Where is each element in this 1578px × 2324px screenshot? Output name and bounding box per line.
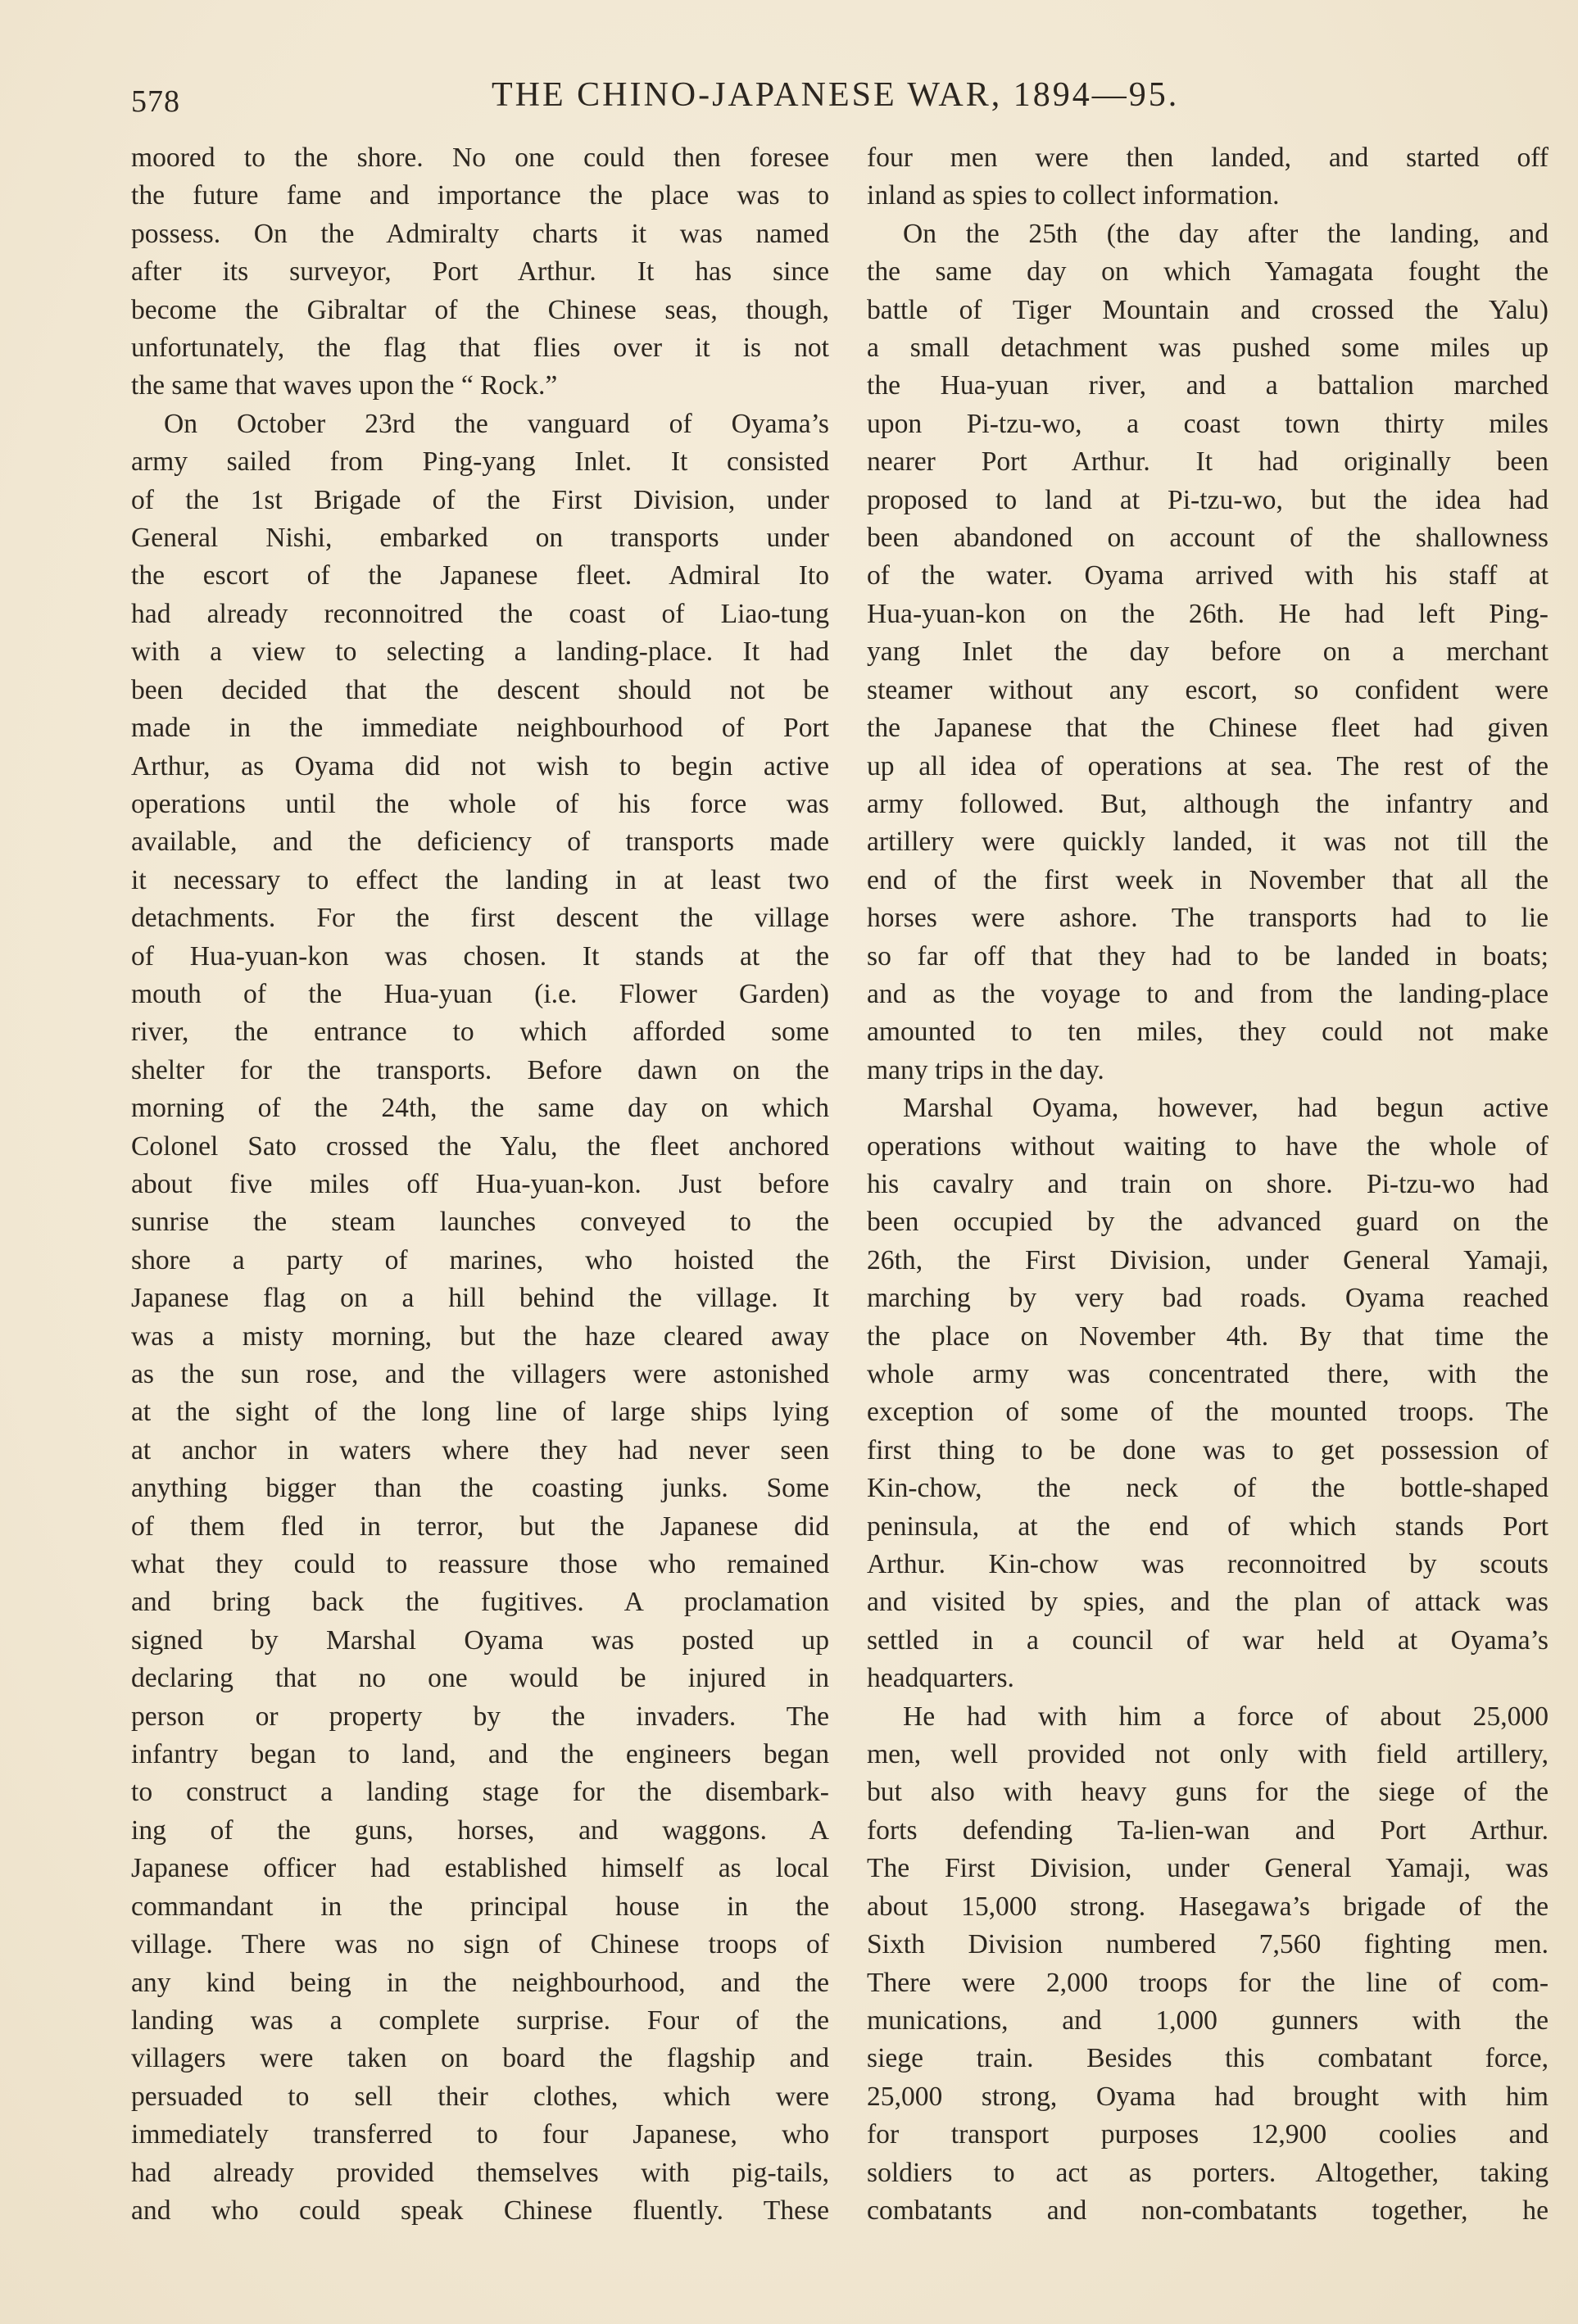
text-line: any kind being in the neighbourhood, and the: [131, 1967, 829, 1998]
text-line: persuaded to sell their clothes, which were: [131, 2081, 829, 2112]
text-line: There were 2,000 troops for the line of com-: [867, 1967, 1549, 1998]
text-line: moored to the shore. No one could then foresee: [131, 143, 829, 173]
text-line: morning of the 24th, the same day on which: [131, 1093, 829, 1124]
text-line: detachments. For the first descent the village: [131, 903, 829, 934]
text-line: village. There was no sign of Chinese troops of: [131, 1929, 829, 1960]
text-line: about five miles off Hua-yuan-kon. Just before: [131, 1168, 829, 1199]
text-line: marching by very bad roads. Oyama reached: [867, 1283, 1549, 1314]
text-line: soldiers to act as porters. Altogether, taking: [867, 2157, 1549, 2188]
text-line: battle of Tiger Mountain and crossed the Yalu): [867, 294, 1549, 325]
text-line: possess. On the Admiralty charts it was named: [131, 218, 829, 249]
text-line: settled in a council of war held at Oyama’s: [867, 1624, 1549, 1656]
text-line: of Hua-yuan-kon was chosen. It stands at the: [131, 940, 829, 972]
text-line: infantry began to land, and the engineers began: [131, 1739, 829, 1770]
text-line: horses were ashore. The transports had to lie: [867, 903, 1549, 934]
text-line: ing of the guns, horses, and waggons. A: [131, 1814, 829, 1846]
text-line: but also with heavy guns for the siege of the: [867, 1777, 1549, 1808]
text-line: been occupied by the advanced guard on the: [867, 1207, 1549, 1238]
text-line: at the sight of the long line of large ships lying: [131, 1397, 829, 1428]
text-line: declaring that no one would be injured in: [131, 1663, 829, 1694]
text-line: been abandoned on account of the shallowness: [867, 523, 1549, 554]
text-line: and who could speak Chinese fluently. These: [131, 2195, 829, 2226]
text-line: On October 23rd the vanguard of Oyama’s: [164, 408, 829, 439]
text-line: the Hua-yuan river, and a battalion marched: [867, 370, 1549, 401]
text-line: unfortunately, the flag that flies over it is not: [131, 333, 829, 364]
text-line: at anchor in waters where they had never seen: [131, 1434, 829, 1466]
text-line: with a view to selecting a landing-place. It had: [131, 636, 829, 668]
running-title: THE CHINO-JAPANESE WAR, 1894—95.: [492, 76, 1180, 114]
text-line: up all idea of operations at sea. The rest of the: [867, 750, 1549, 781]
text-line: yang Inlet the day before on a merchant: [867, 636, 1549, 668]
text-line: many trips in the day.: [867, 1054, 1104, 1085]
text-line: of the water. Oyama arrived with his staff at: [867, 560, 1549, 591]
text-line: villagers were taken on board the flagship and: [131, 2043, 829, 2074]
text-line: the place on November 4th. By that time the: [867, 1321, 1549, 1352]
text-line: made in the immediate neighbourhood of Port: [131, 713, 829, 744]
text-line: after its surveyor, Port Arthur. It has since: [131, 256, 829, 288]
text-line: four men were then landed, and started off: [867, 143, 1549, 173]
text-line: the same that waves upon the “ Rock.”: [131, 370, 558, 401]
text-line: available, and the deficiency of transports made: [131, 827, 829, 858]
text-line: been decided that the descent should not be: [131, 674, 829, 705]
text-line: whole army was concentrated there, with the: [867, 1359, 1549, 1389]
text-line: signed by Marshal Oyama was posted up: [131, 1624, 829, 1656]
text-line: forts defending Ta-lien-wan and Port Arthur.: [867, 1814, 1549, 1846]
text-line: operations without waiting to have the whole of: [867, 1130, 1549, 1162]
text-line: shore a party of marines, who hoisted the: [131, 1244, 829, 1275]
text-line: his cavalry and train on shore. Pi-tzu-wo had: [867, 1168, 1549, 1199]
text-line: army sailed from Ping-yang Inlet. It consisted: [131, 446, 829, 478]
text-line: immediately transferred to four Japanese, who: [131, 2119, 829, 2150]
text-line: Arthur. Kin-chow was reconnoitred by scouts: [867, 1549, 1549, 1580]
text-line: had already reconnoitred the coast of Liao-tung: [131, 598, 829, 629]
text-line: the same day on which Yamagata fought the: [867, 256, 1549, 288]
text-line: of them fled in terror, but the Japanese did: [131, 1511, 829, 1542]
text-line: shelter for the transports. Before dawn on the: [131, 1054, 829, 1085]
text-line: and bring back the fugitives. A proclamation: [131, 1587, 829, 1618]
text-line: to construct a landing stage for the disembark-: [131, 1777, 829, 1808]
text-line: The First Division, under General Yamaji, was: [867, 1853, 1549, 1884]
page-number: 578: [131, 84, 180, 119]
text-line: sunrise the steam launches conveyed to the: [131, 1207, 829, 1238]
text-line: operations until the whole of his force was: [131, 788, 829, 819]
text-line: of the 1st Brigade of the First Division, under: [131, 484, 829, 515]
text-line: Hua-yuan-kon on the 26th. He had left Ping-: [867, 598, 1549, 629]
text-line: commandant in the principal house in the: [131, 1891, 829, 1922]
text-line: combatants and non-combatants together, he: [867, 2195, 1549, 2226]
text-line: inland as spies to collect information.: [867, 180, 1280, 211]
text-line: and as the voyage to and from the landing-place: [867, 978, 1549, 1009]
text-line: 26th, the First Division, under General Yamaji,: [867, 1244, 1549, 1275]
text-line: munications, and 1,000 gunners with the: [867, 2005, 1549, 2036]
text-line: Colonel Sato crossed the Yalu, the fleet anchored: [131, 1130, 829, 1162]
text-line: person or property by the invaders. The: [131, 1701, 829, 1732]
text-line: headquarters.: [867, 1663, 1014, 1694]
text-line: end of the first week in November that all the: [867, 864, 1549, 895]
text-line: Sixth Division numbered 7,560 fighting men.: [867, 1929, 1549, 1960]
text-line: siege train. Besides this combatant force,: [867, 2043, 1549, 2074]
text-line: upon Pi-tzu-wo, a coast town thirty miles: [867, 408, 1549, 439]
text-line: He had with him a force of about 25,000: [903, 1701, 1549, 1732]
text-line: and visited by spies, and the plan of attack was: [867, 1587, 1549, 1618]
text-line: peninsula, at the end of which stands Port: [867, 1511, 1549, 1542]
text-line: steamer without any escort, so confident were: [867, 674, 1549, 705]
text-line: river, the entrance to which afforded some: [131, 1017, 829, 1048]
text-line: about 15,000 strong. Hasegawa’s brigade of the: [867, 1891, 1549, 1922]
text-line: Arthur, as Oyama did not wish to begin active: [131, 750, 829, 781]
text-line: 25,000 strong, Oyama had brought with him: [867, 2081, 1549, 2112]
right-text-column: [867, 139, 1549, 2230]
text-line: the Japanese that the Chinese fleet had given: [867, 713, 1549, 744]
text-line: Marshal Oyama, however, had begun active: [903, 1093, 1549, 1124]
text-line: General Nishi, embarked on transports under: [131, 523, 829, 554]
text-line: army followed. But, although the infantry and: [867, 788, 1549, 819]
text-line: the future fame and importance the place was to: [131, 180, 829, 211]
text-line: exception of some of the mounted troops. The: [867, 1397, 1549, 1428]
text-line: proposed to land at Pi-tzu-wo, but the idea had: [867, 484, 1549, 515]
text-line: mouth of the Hua-yuan (i.e. Flower Garden): [131, 978, 829, 1009]
text-line: Kin-chow, the neck of the bottle-shaped: [867, 1473, 1549, 1504]
text-line: the escort of the Japanese fleet. Admiral Ito: [131, 560, 829, 591]
text-line: nearer Port Arthur. It had originally been: [867, 446, 1549, 478]
text-line: amounted to ten miles, they could not make: [867, 1017, 1549, 1048]
text-line: become the Gibraltar of the Chinese seas, though,: [131, 294, 829, 325]
text-line: what they could to reassure those who remained: [131, 1549, 829, 1580]
text-line: so far off that they had to be landed in boats;: [867, 940, 1549, 972]
text-line: anything bigger than the coasting junks. Some: [131, 1473, 829, 1504]
text-line: artillery were quickly landed, it was not till the: [867, 827, 1549, 858]
text-line: was a misty morning, but the haze cleared away: [131, 1321, 829, 1352]
left-text-column: [131, 139, 829, 2230]
text-line: Japanese flag on a hill behind the village. It: [131, 1283, 829, 1314]
text-line: it necessary to effect the landing in at least two: [131, 864, 829, 895]
text-line: men, well provided not only with field artillery,: [867, 1739, 1549, 1770]
text-line: had already provided themselves with pig-tails,: [131, 2157, 829, 2188]
text-line: for transport purposes 12,900 coolies and: [867, 2119, 1549, 2150]
text-line: a small detachment was pushed some miles up: [867, 333, 1549, 364]
page-header: [131, 75, 1540, 125]
text-line: Japanese officer had established himself as local: [131, 1853, 829, 1884]
text-line: landing was a complete surprise. Four of the: [131, 2005, 829, 2036]
text-line: first thing to be done was to get possession of: [867, 1434, 1549, 1466]
text-line: as the sun rose, and the villagers were astonished: [131, 1359, 829, 1389]
text-line: On the 25th (the day after the landing, and: [903, 218, 1549, 249]
